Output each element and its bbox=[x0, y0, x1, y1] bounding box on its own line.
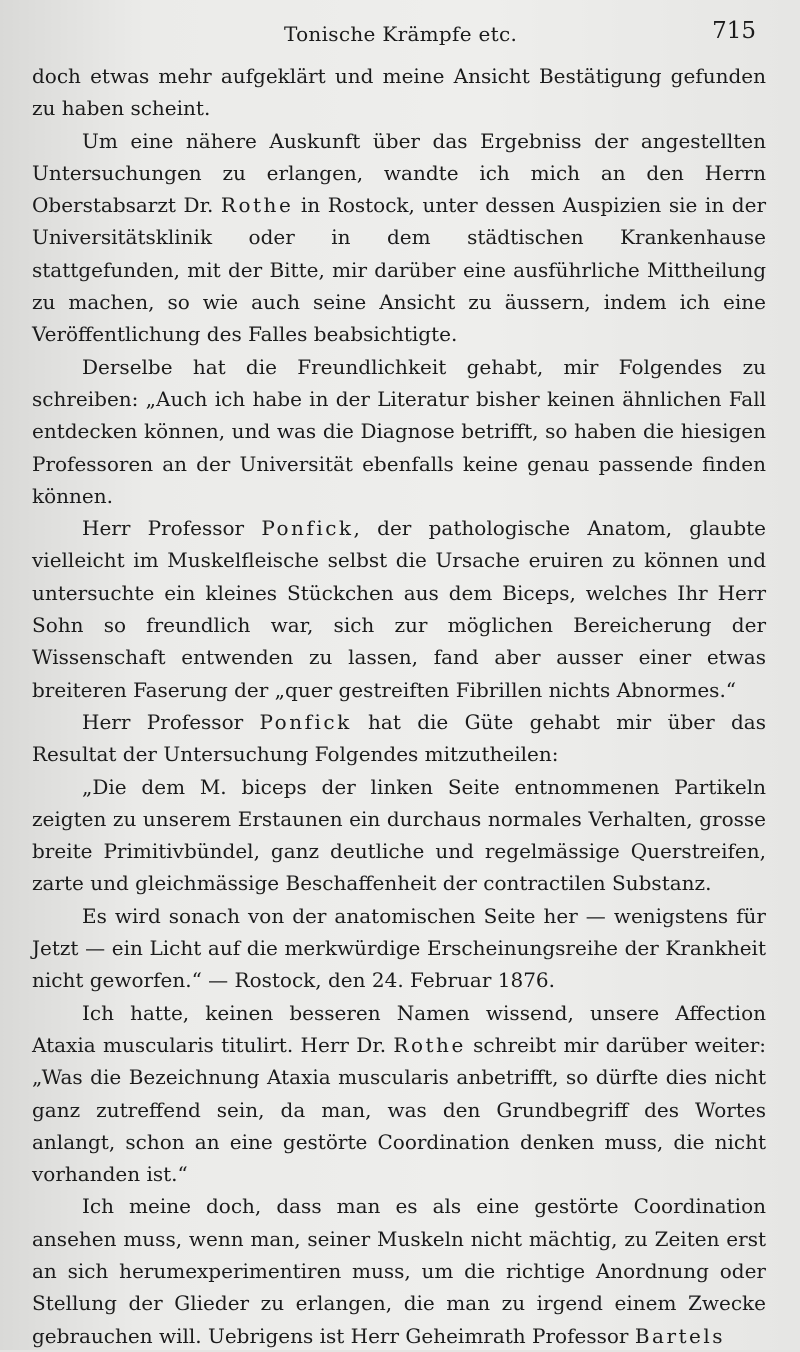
paragraph bbox=[32, 125, 766, 351]
spaced-name: Rothe bbox=[220, 193, 294, 218]
paragraph bbox=[32, 997, 766, 1191]
paragraph bbox=[32, 1190, 766, 1351]
text-run: Ich hatte, keinen besseren Namen wissend, unsere Affection Ataxia muscularis titulirt. Herr Dr. bbox=[32, 1000, 766, 1057]
text-run: Es wird sonach von der anatomischen Seite her — wenigstens für Jetzt — ein Licht auf die merkwürdige Erscheinungsreihe der Krankheit nicht geworfen.“ — Rostock, den 24. Februar 1876. bbox=[32, 903, 766, 993]
paragraph bbox=[32, 60, 766, 125]
text-run: in Rostock, unter dessen Auspizien sie in der Universitätsklinik oder in dem städtischen Krankenhause stattgefunden, mit der Bitte, mir darüber eine ausführliche Mittheilung zu machen, so wie auch seine Ansicht zu äussern, indem ich eine Veröffentlichung des Falles beabsichtigte. bbox=[32, 193, 767, 347]
text-run: doch etwas mehr aufgeklärt und meine Ansicht Bestätigung gefunden zu haben scheint. bbox=[32, 64, 766, 121]
spaced-name: Rothe bbox=[393, 1032, 466, 1057]
running-head-title: Tonische Krämpfe etc. bbox=[284, 22, 518, 46]
paragraph bbox=[32, 512, 766, 706]
text-run: , der pathologische Anatom, glaubte vielleicht im Muskelfleische selbst die Ursache eruiren zu können und untersuchte ein kleines Stückchen aus dem Biceps, welches Ihr Herr Sohn so freundlich war, sich zur möglichen Bereicherung der Wissenschaft entwenden zu lassen, fand aber ausser einer etwas breiteren Faserung der „quer gestreiften Fibrillen nichts Abnormes.“ bbox=[32, 516, 766, 702]
paragraph bbox=[32, 351, 766, 512]
spaced-name: Ponfick bbox=[261, 516, 354, 541]
running-head bbox=[32, 18, 766, 50]
text-run: Herr Professor bbox=[82, 709, 260, 734]
text-run: „Die dem M. biceps der linken Seite entnommenen Partikeln zeigten zu unserem Erstaunen ein durchaus normales Verhalten, grosse breite Primitivbündel, ganz deutliche und regelmässige Querstreifen, zarte und gleichmässige Beschaffenheit der contractilen Substanz. bbox=[32, 774, 766, 896]
text-run: Herr Professor bbox=[82, 516, 262, 541]
text-run: Derselbe hat die Freundlichkeit gehabt, mir Folgendes zu schreiben: „Auch ich habe in der Literatur bisher keinen ähnlichen Fall entdecken können, und was die Diagnose betrifft, so haben die hiesigen Professoren an der Universität ebenfalls keine genau passende finden können. bbox=[32, 354, 766, 508]
text-run: hat die Güte gehabt mir über das Resultat der Untersuchung Folgendes mitzutheilen: bbox=[32, 709, 766, 767]
paragraph bbox=[32, 900, 766, 997]
text-run: schreibt mir darüber weiter: „Was die Bezeichnung Ataxia muscularis anbetrifft, so dürfte dies nicht ganz zutreffend sein, da man, was den Grundbegriff des Wortes anlangt, schon an eine gestörte Coordination denken muss, die nicht vorhanden ist.“ bbox=[32, 1032, 766, 1187]
paragraph bbox=[32, 771, 766, 900]
text-run: Um eine nähere Auskunft über das Ergebniss der angestellten Untersuchungen zu erlangen, wandte ich mich an den Herrn Oberstabsarzt Dr. bbox=[32, 128, 766, 218]
text-run: Ich meine doch, dass man es als eine gestörte Coordination ansehen muss, wenn man, seiner Muskeln nicht mächtig, zu Zeiten erst an sich herumexperimentiren muss, um die richtige Anordnung oder Stellung der Glieder zu erlangen, die man zu irgend einem Zwecke gebrauchen will. Uebrigens ist Herr Geheimrath Professor bbox=[32, 1194, 766, 1348]
paragraph bbox=[32, 706, 766, 771]
spaced-name: Bartels bbox=[634, 1323, 726, 1348]
body-text bbox=[32, 60, 766, 1352]
page-number: 715 bbox=[712, 18, 756, 44]
spaced-name: Ponfick bbox=[259, 709, 352, 734]
